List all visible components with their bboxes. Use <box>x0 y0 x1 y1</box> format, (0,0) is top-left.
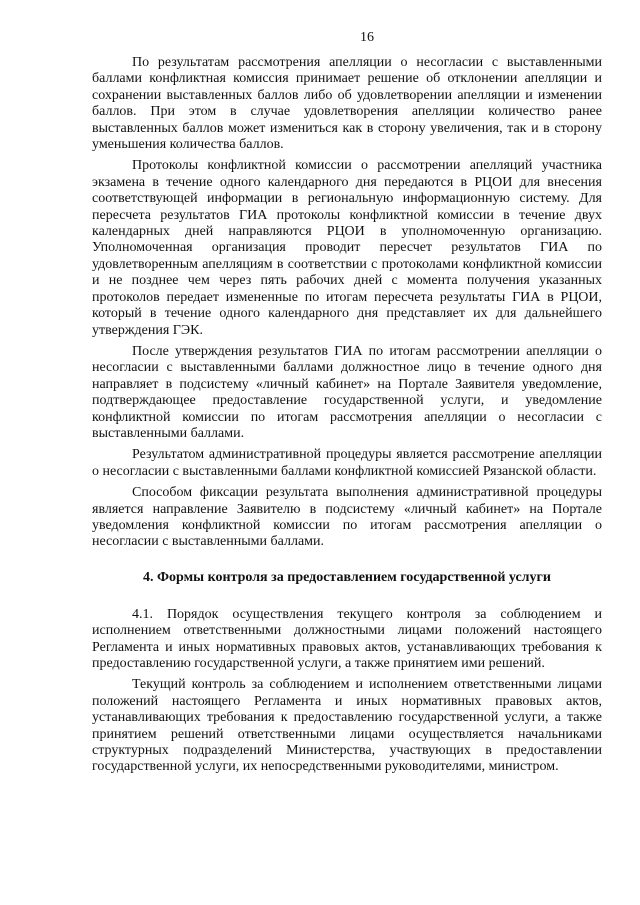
paragraph-control-procedure: 4.1. Порядок осуществления текущего контроля за соблюдением и исполнением ответственными должностными лицами положений настоящего Регламента и иных нормативных правовых актов, устанавливающих требования к предоставлению государственной услуги, а также принятием ими решений. <box>92 606 602 671</box>
paragraph-appeal-decision: По результатам рассмотрения апелляции о несогласии с выставленными баллами конфликтная комиссия принимает решение об отклонении апелляции и сохранении выставленных баллов либо об удовлетворении апелляции и изменении баллов. При этом в случае удовлетворения апелляции количество ранее выставленных баллов может измениться как в сторону увеличения, так и в сторону уменьшения количества баллов. <box>92 55 602 153</box>
paragraph-procedure-result: Результатом административной процедуры является рассмотрение апелляции о несогласии с выставленными баллами конфликтной комиссией Рязанской области. <box>92 447 602 479</box>
page-number: 16 <box>360 30 374 45</box>
paragraph-result-fixation: Способом фиксации результата выполнения административной процедуры является направление Заявителю в подсистему «личный кабинет» на Портале уведомления конфликтной комиссии по итогам рассмотрения апелляции о несогласии с выставленными баллами. <box>92 485 602 550</box>
paragraph-results-approval: После утверждения результатов ГИА по итогам рассмотрении апелляции о несогласии с выставленными баллами должностное лицо в течение одного дня направляет в подсистему «личный кабинет» на Портале Заявителя уведомление, подтверждающее предоставление государственной услуги, и уведомление конфликтной комиссии по итогам рассмотрения апелляции о несогласии с выставленными баллами. <box>92 343 602 441</box>
paragraph-commission-protocols: Протоколы конфликтной комиссии о рассмотрении апелляций участника экзамена в течение одного календарного дня передаются в РЦОИ для внесения соответствующей информации в региональную информационную систему. Для пересчета результатов ГИА протоколы конфликтной комиссии в течение двух календарных дней направляются РЦОИ в уполномоченную организацию. Уполномоченная организация проводит пересчет результатов ГИА по удовлетворенным апелляциям в соответствии с протоколами конфликтной комиссии и не позднее чем через пять рабочих дней с момента получения указанных протоколов передает измененные по итогам пересчета результаты ГИА в РЦОИ, который в течение одного календарного дня представляет их для дальнейшего утверждения ГЭК. <box>92 158 602 338</box>
paragraph-current-control: Текущий контроль за соблюдением и исполнением ответственными лицами положений настоящего Регламента и иных нормативных правовых актов, устанавливающих требования к предоставлению государственной услуги, а также принятием решений ответственными лицами осуществляется начальниками структурных подразделений Министерства, участвующих в предоставлении государственной услуги, их непосредственными руководителями, министром. <box>92 677 602 775</box>
section-heading: 4. Формы контроля за предоставлением государственной услуги <box>143 569 551 585</box>
